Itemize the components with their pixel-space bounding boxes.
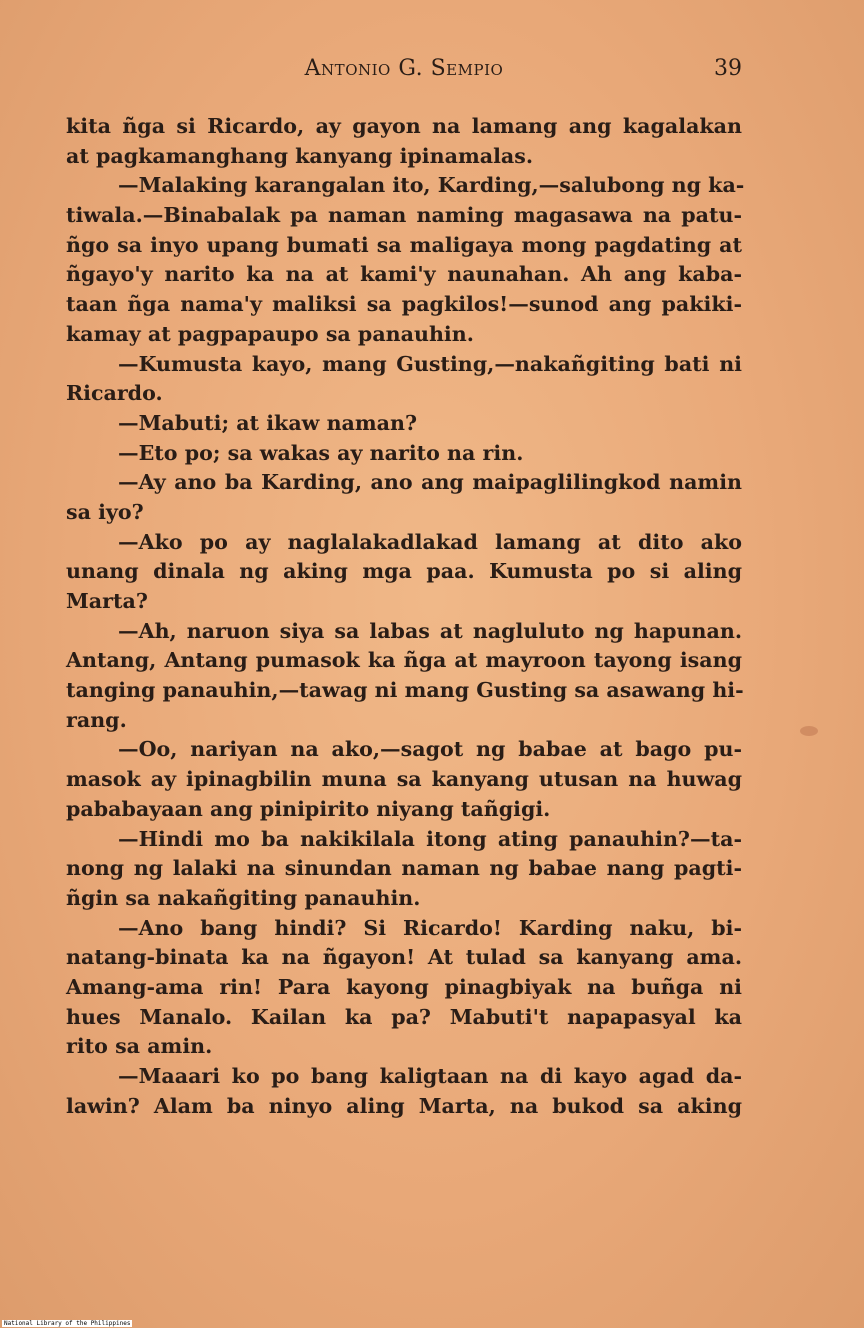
text-line: —Kumusta kayo, mang Gusting,—nakañgiting bati ni xyxy=(118,351,742,376)
text-line: ñgayo'y narito ka na at kami'y naunahan. Ah ang kaba- xyxy=(66,262,742,287)
text-line: —Ano bang hindi? Si Ricardo! Karding naku, bi- xyxy=(118,915,742,940)
text-line: —Ah, naruon siya sa labas at nagluluto ng hapunan. xyxy=(118,618,742,643)
text-line: nong ng lalaki na sinundan naman ng babae nang pagti- xyxy=(66,856,742,881)
text-line: rito sa amin. xyxy=(66,1034,213,1059)
text-line: rang. xyxy=(66,707,127,732)
text-line: —Ay ano ba Karding, ano ang maipaglilingkod namin xyxy=(118,470,742,495)
text-line: unang dinala ng aking mga paa. Kumusta po si aling xyxy=(66,559,742,584)
text-line: —Oo, nariyan na ako,—sagot ng babae at bago pu- xyxy=(118,737,742,762)
text-line: —Eto po; sa wakas ay narito na rin. xyxy=(118,440,524,465)
text-line: hues Manalo. Kailan ka pa? Mabuti't napapasyal ka xyxy=(66,1004,742,1029)
text-line: ñgin sa nakañgiting panauhin. xyxy=(66,885,421,910)
text-line: ñgo sa inyo upang bumati sa maligaya mong pagdating at xyxy=(66,232,742,257)
text-line: tiwala.—Binabalak pa naman naming magasawa na patu- xyxy=(66,203,742,228)
text-line: pababayaan ang pinipirito niyang tañgigi. xyxy=(66,796,551,821)
text-line: lawin? Alam ba ninyo aling Marta, na bukod sa aking xyxy=(66,1093,742,1118)
page-number: 39 xyxy=(714,56,742,81)
text-line: taan ñga nama'y maliksi sa pagkilos!—sunod ang pakiki- xyxy=(66,292,742,317)
text-line: Ricardo. xyxy=(66,381,163,406)
text-line: kamay at pagpapaupo sa panauhin. xyxy=(66,321,474,346)
text-line: —Maaari ko po bang kaligtaan na di kayo agad da- xyxy=(118,1064,742,1088)
text-line: —Hindi mo ba nakikilala itong ating panauhin?—ta- xyxy=(118,826,742,851)
text-line: —Ako po ay naglalakadlakad lamang at dito ako xyxy=(118,529,742,554)
text-line: —Malaking karangalan ito, Karding,—salubong ng ka- xyxy=(118,173,745,198)
text-line: sa iyo? xyxy=(66,499,144,524)
text-line: tanging panauhin,—tawag ni mang Gusting sa asawang hi- xyxy=(66,678,744,703)
running-head: Antonio G. Sempio xyxy=(304,56,504,81)
text-line: Amang-ama rin! Para kayong pinagbiyak na buñga ni xyxy=(66,974,742,999)
text-line: at pagkamanghang kanyang ipinamalas. xyxy=(66,143,534,168)
text-line: Antang, Antang pumasok ka ñga at mayroon tayong isang xyxy=(66,648,742,673)
text-line: natang-binata ka na ñgayon! At tulad sa kanyang ama. xyxy=(66,945,742,970)
text-line: kita ñga si Ricardo, ay gayon na lamang ang kagalakan xyxy=(66,114,742,138)
text-line: Marta? xyxy=(66,589,148,613)
text-line: —Mabuti; at ikaw naman? xyxy=(118,410,418,435)
body-text xyxy=(66,112,745,1121)
text-line: masok ay ipinagbilin muna sa kanyang utusan na huwag xyxy=(66,767,742,792)
library-credit: National Library of the Philippines xyxy=(4,1320,131,1327)
page-header xyxy=(66,56,742,86)
ink-smudge xyxy=(800,726,818,736)
